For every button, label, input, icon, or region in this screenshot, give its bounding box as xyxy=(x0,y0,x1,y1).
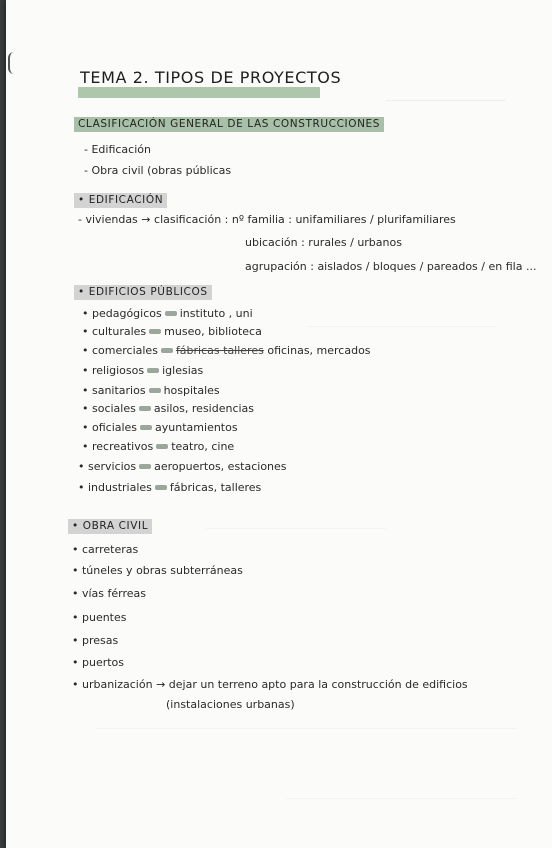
list-item: • pedagógicos instituto , uni xyxy=(82,307,253,320)
list-item: • culturales museo, biblioteca xyxy=(82,325,262,338)
list-item: • túneles y obras subterráneas xyxy=(72,564,243,577)
list-item: • carreteras xyxy=(72,543,139,556)
list-item-viviendas xyxy=(78,213,456,226)
notebook-page xyxy=(6,0,552,848)
list-item: • puertos xyxy=(72,656,125,669)
list-item: • recreativos teatro, cine xyxy=(82,440,235,453)
list-item: • vías férreas xyxy=(72,587,147,600)
agrupacion-text: agrupación : aislados / bloques / pareados / en fila ... xyxy=(245,260,537,273)
list-item: • puentes xyxy=(72,611,127,624)
urbanizacion-text: dejar un terreno apto para la construcción de edificios xyxy=(168,678,468,691)
list-item: • servicios aeropuertos, estaciones xyxy=(78,460,287,473)
bleed-through-mark xyxy=(206,520,386,529)
list-item: • industriales fábricas, talleres xyxy=(78,481,262,494)
list-item: • presas xyxy=(72,634,119,647)
bleed-through-mark xyxy=(96,720,516,729)
bleed-through-mark xyxy=(306,318,496,327)
bleed-through-mark xyxy=(286,790,516,799)
list-item: - Edificación xyxy=(84,143,151,156)
page-title: TEMA 2. TIPOS DE PROYECTOS xyxy=(80,68,342,87)
clasificacion-label: clasificación : xyxy=(154,213,229,226)
bleed-through-mark xyxy=(386,92,506,101)
list-item: • sanitarios hospitales xyxy=(82,384,220,397)
heading-obra-civil: • OBRA CIVIL xyxy=(68,519,152,534)
heading-clasificacion-general: CLASIFICACIÓN GENERAL DE LAS CONSTRUCCIONES xyxy=(74,117,384,132)
urbanizacion-subtext: (instalaciones urbanas) xyxy=(166,698,295,711)
title-highlight xyxy=(78,87,320,98)
heading-edificacion: • EDIFICACIÓN xyxy=(74,193,167,208)
list-item: • sociales asilos, residencias xyxy=(82,402,255,415)
ubicacion-text: ubicación : rurales / urbanos xyxy=(245,236,402,249)
binder-ring-mark xyxy=(8,52,16,74)
arrow-icon: → xyxy=(141,213,151,226)
list-item: • oficiales ayuntamientos xyxy=(82,421,238,434)
viviendas-label: - viviendas xyxy=(78,213,138,226)
familia-text: nº familia : unifamiliares / plurifamiliares xyxy=(231,213,456,226)
list-item: • religiosos iglesias xyxy=(82,364,204,377)
heading-edificios-publicos: • EDIFICIOS PÚBLICOS xyxy=(74,285,212,300)
urbanizacion-label: • urbanización xyxy=(72,678,153,691)
list-item-urbanizacion xyxy=(72,678,468,691)
list-item: - Obra civil (obras públicas xyxy=(84,164,232,177)
arrow-icon: → xyxy=(156,678,166,691)
list-item: • comerciales fábricas talleres oficinas, mercados xyxy=(82,344,371,357)
